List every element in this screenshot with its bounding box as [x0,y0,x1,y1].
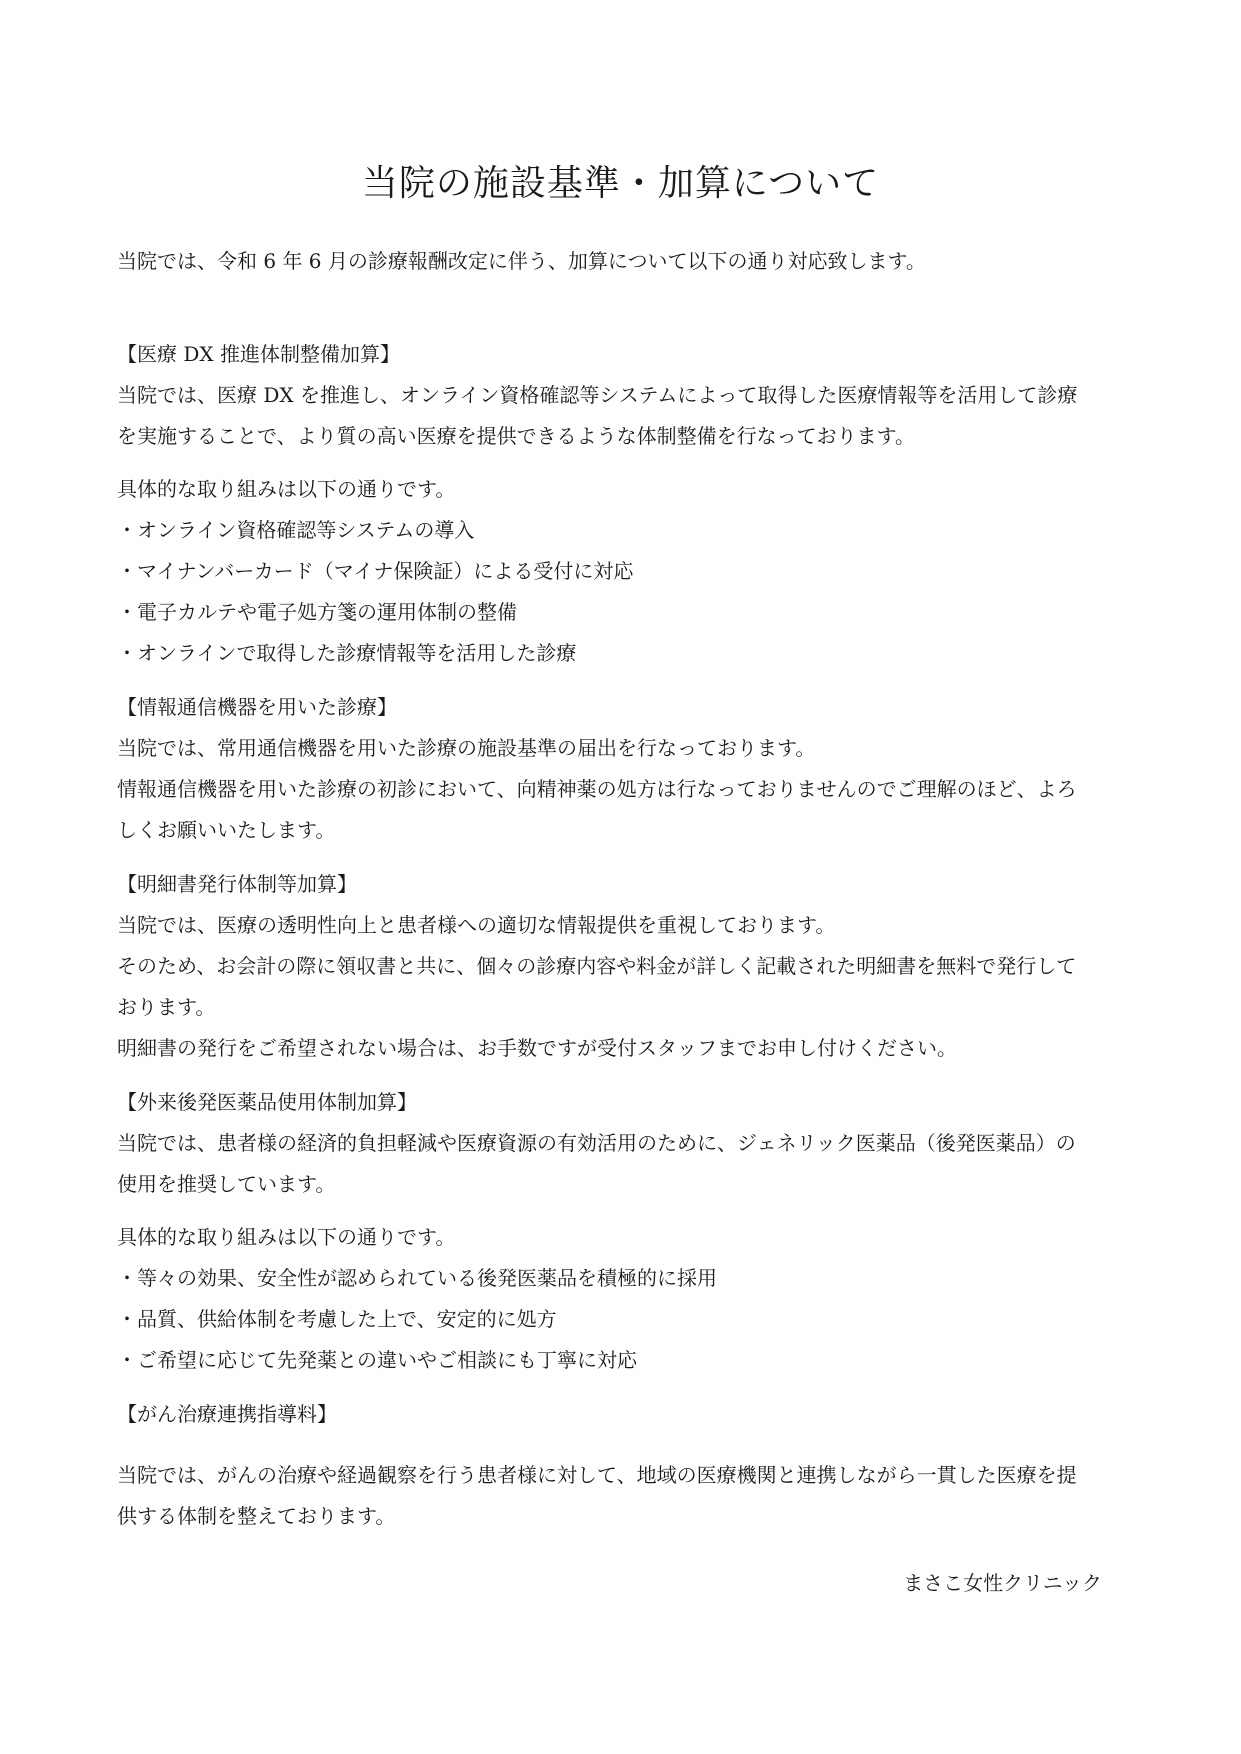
list-item: ・オンラインで取得した診療情報等を活用した診療 [117,641,577,665]
list-intro: 具体的な取り組みは以下の通りです。 [117,1225,456,1249]
document-title: 当院の施設基準・加算について [361,163,880,204]
paragraph-line: 当院では、医療の透明性向上と患者様への適切な情報提供を重視しております。 [117,913,836,937]
bullet-list [117,510,1127,674]
list-item: ・オンライン資格確認等システムの導入 [117,518,475,542]
section-medical-dx [117,333,1127,674]
list-item: ・マイナンバーカード（マイナ保険証）による受付に対応 [117,559,634,583]
document-body [117,333,1127,1537]
paragraph-line: 情報通信機器を用いた診療の初診において、向精神薬の処方は行なっておりませんのでご理解のほど、よろ [117,777,1077,801]
list-item: ・ご希望に応じて先発薬との違いやご相談にも丁寧に対応 [117,1348,637,1372]
section-generic-drugs [117,1081,1127,1381]
section-heading: 【明細書発行体制等加算】 [117,872,357,896]
list-intro: 具体的な取り組みは以下の通りです。 [117,477,456,501]
paragraph-line: 当院では、医療 DX を推進し、オンライン資格確認等システムによって取得した医療情報等を活用して診療 [117,383,1078,407]
list-item: ・等々の効果、安全性が認められている後発医薬品を積極的に採用 [117,1266,717,1290]
paragraph-line: しくお願いいたします。 [117,818,336,842]
paragraph-line: 当院では、がんの治療や経過観察を行う患者様に対して、地域の医療機関と連携しながら一貫した医療を提 [117,1463,1077,1487]
section-heading: 【がん治療連携指導料】 [117,1402,337,1426]
paragraph-line: おります。 [117,995,216,1019]
section-heading: 【情報通信機器を用いた診療】 [117,695,397,719]
section-heading: 【医療 DX 推進体制整備加算】 [117,342,400,366]
paragraph-line: を実施することで、より質の高い医療を提供できるような体制整備を行なっております。 [117,424,915,448]
section-cancer-treatment [117,1393,1127,1537]
clinic-signature: まさこ女性クリニック [903,1571,1102,1595]
paragraph-line: 明細書の発行をご希望されない場合は、お手数ですが受付スタッフまでお申し付けください。 [117,1036,957,1060]
list-item: ・品質、供給体制を考慮した上で、安定的に処方 [117,1307,557,1331]
section-itemized-statement [117,863,1127,1069]
section-heading: 【外来後発医薬品使用体制加算】 [117,1090,417,1114]
paragraph-line: 当院では、常用通信機器を用いた診療の施設基準の届出を行なっております。 [117,736,816,760]
bullet-list [117,1258,1127,1381]
list-item: ・電子カルテや電子処方箋の運用体制の整備 [117,600,517,624]
section-telemedicine [117,686,1127,851]
paragraph-line: そのため、お会計の際に領収書と共に、個々の診療内容や料金が詳しく記載された明細書を無料で発行して [117,954,1077,978]
paragraph-line: 使用を推奨しています。 [117,1172,336,1196]
intro-text: 当院では、令和 6 年 6 月の診療報酬改定に伴う、加算について以下の通り対応致します。 [117,249,926,273]
paragraph-line: 供する体制を整えております。 [117,1504,396,1528]
paragraph-line: 当院では、患者様の経済的負担軽減や医療資源の有効活用のために、ジェネリック医薬品（後発医薬品）の [117,1131,1076,1155]
